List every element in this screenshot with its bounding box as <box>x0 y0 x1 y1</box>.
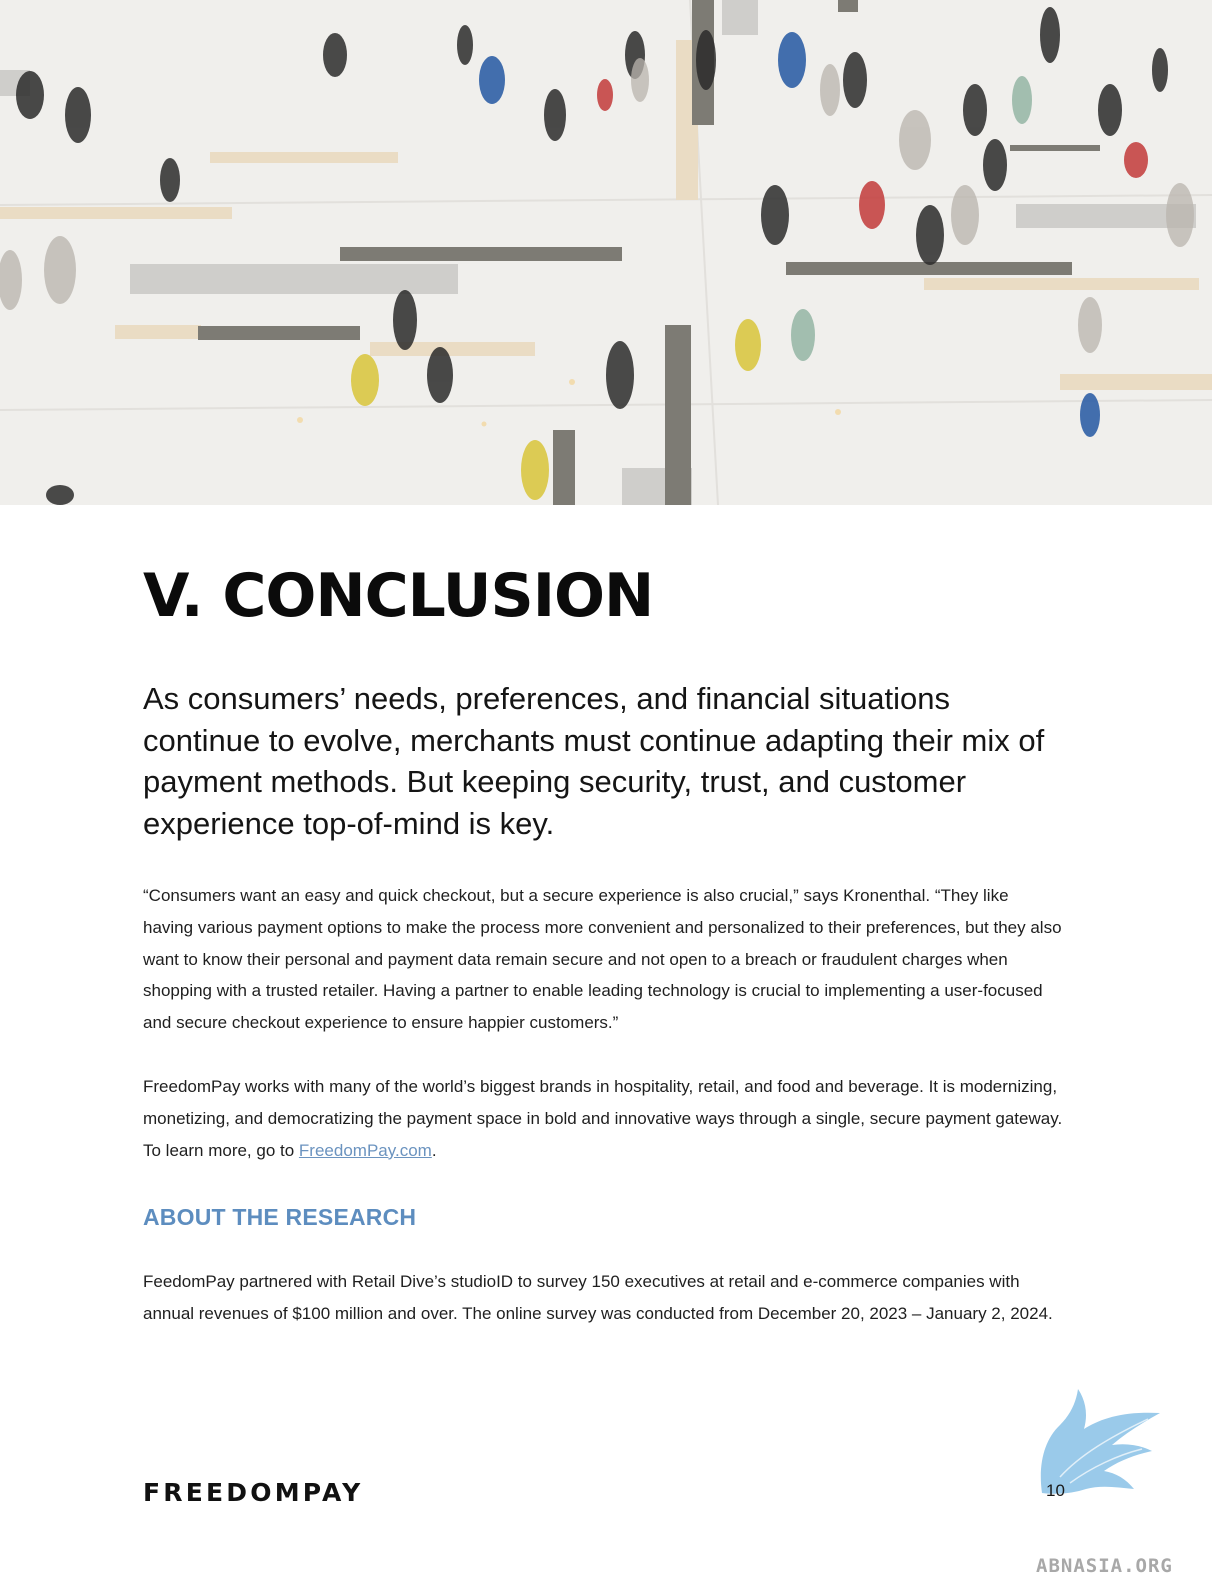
watermark-text: ABNASIA.ORG <box>1036 1555 1173 1577</box>
company-paragraph <box>143 1071 1063 1166</box>
research-paragraph: FeedomPay partnered with Retail Dive’s studioID to survey 150 executives at retail and e-commerce companies with annual revenues of $100 million and over. The online survey was conducted from December 20, 2023 – January 2, 2024. <box>143 1272 1053 1324</box>
hero-photo <box>0 0 1212 505</box>
research-heading: ABOUT THE RESEARCH <box>143 1204 417 1231</box>
company-paragraph-text: FreedomPay works with many of the world’s biggest brands in hospitality, retail, and food and beverage. It is modernizing, monetizing, and democratizing the payment space in bold and innovative ways through a single, secure payment gateway. To learn more, go to <box>143 1076 1063 1160</box>
lead-paragraph: As consumers’ needs, preferences, and financial situations continue to evolve, merchants must continue adapting their mix of payment methods. But keeping security, trust, and customer experience top-of-mind is key. <box>143 681 1045 841</box>
page-number: 10 <box>1046 1481 1065 1500</box>
freedompay-logo: FREEDOMPAY <box>143 1478 364 1507</box>
griffin-watermark-icon <box>1030 1385 1170 1495</box>
freedompay-link[interactable]: FreedomPay.com <box>298 1140 432 1160</box>
company-paragraph-end: . <box>431 1140 437 1160</box>
crowd-photo-illustration <box>0 0 1212 505</box>
main-content <box>143 560 1063 1330</box>
quote-paragraph: “Consumers want an easy and quick checkout, but a secure experience is also crucial,” says Kronenthal. “They like having various payment options to make the process more convenient and personalized to their preferences, but they also want to know their personal and payment data remain secure and not open to a breach or fraudulent charges when shopping with a trusted retailer. Having a partner to enable leading technology is crucial to implementing a user-focused and secure checkout experience to ensure happier customers.” <box>143 886 1062 1033</box>
page-title: V. CONCLUSION <box>143 561 654 631</box>
